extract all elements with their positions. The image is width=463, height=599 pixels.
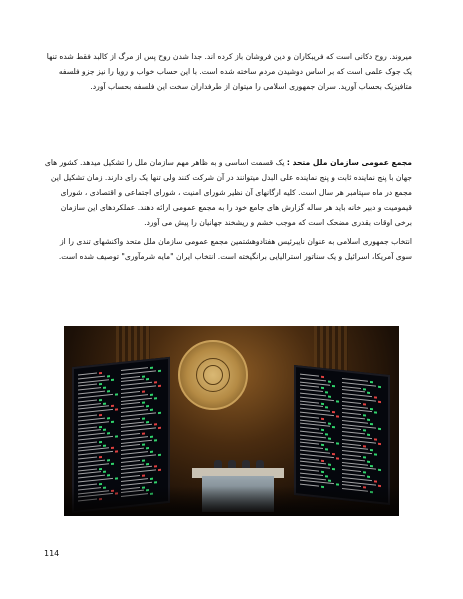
- board-entry: [78, 426, 97, 429]
- vote-indicator: [103, 387, 106, 389]
- board-entry: [342, 454, 361, 457]
- vote-indicator: [321, 444, 324, 446]
- board-entry: [342, 443, 361, 446]
- vote-indicator: [363, 430, 366, 432]
- vote-indicator: [328, 437, 331, 439]
- board-entry: [300, 469, 319, 472]
- board-entry: [78, 436, 113, 441]
- vote-indicator: [363, 388, 366, 390]
- board-entry: [121, 454, 156, 459]
- vote-indicator: [158, 427, 161, 429]
- board-entry: [121, 460, 140, 463]
- vote-indicator: [321, 387, 324, 389]
- vote-indicator: [142, 402, 145, 404]
- vote-indicator: [363, 471, 366, 473]
- vote-indicator: [142, 432, 145, 434]
- vote-indicator: [321, 402, 324, 404]
- vote-indicator: [154, 481, 157, 483]
- vote-indicator: [99, 414, 102, 416]
- board-entry: [121, 412, 156, 417]
- vote-indicator: [154, 439, 157, 441]
- board-entry: [121, 391, 140, 394]
- vote-indicator: [150, 435, 153, 437]
- vote-indicator: [146, 447, 149, 449]
- board-entry: [342, 378, 368, 382]
- board-entry: [300, 431, 323, 434]
- board-entry: [78, 421, 109, 425]
- vote-indicator: [328, 422, 331, 424]
- vote-indicator: [325, 433, 328, 435]
- board-entry: [121, 439, 152, 443]
- vote-indicator: [378, 469, 381, 471]
- vote-indicator: [158, 370, 161, 372]
- vote-indicator: [150, 393, 153, 395]
- board-entry: [78, 379, 109, 383]
- vote-indicator: [374, 438, 377, 440]
- vote-indicator: [142, 417, 145, 419]
- vote-indicator: [363, 445, 366, 447]
- vote-indicator: [332, 411, 335, 413]
- vote-indicator: [115, 451, 118, 453]
- board-entry: [300, 374, 319, 377]
- paragraph-un-general-assembly: [44, 155, 412, 230]
- board-entry: [342, 431, 365, 434]
- vote-indicator: [150, 478, 153, 480]
- vote-indicator: [367, 476, 370, 478]
- vote-indicator: [336, 442, 339, 444]
- vote-indicator: [325, 407, 328, 409]
- board-entry: [300, 385, 319, 388]
- board-entry: [78, 463, 109, 467]
- vote-indicator: [367, 434, 370, 436]
- vote-indicator: [367, 392, 370, 394]
- vote-indicator: [332, 468, 335, 470]
- board-entry: [121, 444, 140, 447]
- board-entry: [300, 400, 319, 403]
- un-emblem-globe-inner: [203, 365, 223, 385]
- vote-indicator: [370, 408, 373, 410]
- vote-indicator: [142, 375, 145, 377]
- board-entry: [78, 415, 97, 418]
- vote-indicator: [370, 423, 373, 425]
- board-entry: [78, 451, 113, 456]
- vote-indicator: [374, 480, 377, 482]
- vote-indicator: [374, 412, 377, 414]
- vote-indicator: [107, 375, 110, 377]
- vote-indicator: [370, 465, 373, 467]
- vote-indicator: [111, 462, 114, 464]
- board-entry: [121, 448, 144, 451]
- board-entry: [78, 441, 97, 444]
- board-entry: [300, 427, 319, 430]
- vote-indicator: [111, 405, 114, 407]
- vote-indicator: [370, 381, 373, 383]
- board-entry: [78, 429, 101, 432]
- board-entry: [121, 397, 152, 401]
- vote-indicator: [107, 432, 110, 434]
- vote-indicator: [142, 459, 145, 461]
- vote-indicator: [321, 376, 324, 378]
- vote-indicator: [146, 421, 149, 423]
- un-general-assembly-photo: [64, 326, 399, 516]
- board-entry: [121, 370, 156, 375]
- vote-indicator: [363, 456, 366, 458]
- floor-shadow: [64, 486, 399, 516]
- vote-indicator: [336, 415, 339, 417]
- vote-indicator: [332, 426, 335, 428]
- vote-indicator: [146, 379, 149, 381]
- vote-indicator: [154, 466, 157, 468]
- vote-indicator: [146, 405, 149, 407]
- vote-indicator: [150, 367, 153, 369]
- vote-indicator: [99, 399, 102, 401]
- vote-indicator: [328, 380, 331, 382]
- vote-indicator: [154, 424, 157, 426]
- vote-indicator: [142, 474, 145, 476]
- vote-indicator: [328, 479, 331, 481]
- paragraph-un-general-assembly-body: یک قسمت اساسی و به ظاهر مهم سازمان ملل را تشکیل میدهد. کشور های جهان با پنج نماینده ثابت و پنج نماینده علی البدل میتوانند در آن شرکت کنند ولی تنها یک رای دارند. زمان تشکیل این مجمع در ماه سپتامبر هر سال است. کلیه ارگانهای آن نظیر شورای امنیت ، شورای اجتماعی و اقتصادی ، شورای قیمومیت و دبیر خانه باید هر ساله گزارش های جامع خود را به مجمع عمومی ارائه دهند. عملکردهای این سازمان برخی اوقات بقدری مضحک است که موجب خشم و ریشخند جهانیان را پیش می آورد.: [44, 158, 412, 227]
- board-entry: [78, 394, 113, 399]
- board-entry: [300, 393, 326, 397]
- vote-indicator: [103, 444, 106, 446]
- vote-indicator: [142, 390, 145, 392]
- vote-indicator: [158, 469, 161, 471]
- voting-board-right: [294, 365, 390, 505]
- board-entry: [78, 471, 101, 474]
- vote-indicator: [115, 393, 118, 395]
- vote-indicator: [150, 409, 153, 411]
- vote-indicator: [99, 456, 102, 458]
- board-entry: [300, 442, 319, 445]
- board-entry: [342, 458, 365, 461]
- vote-indicator: [158, 454, 161, 456]
- board-entry: [78, 445, 101, 448]
- board-entry: [342, 469, 361, 472]
- vote-indicator: [367, 460, 370, 462]
- vote-indicator: [99, 372, 102, 374]
- vote-indicator: [332, 385, 335, 387]
- board-entry: [300, 404, 323, 407]
- vote-indicator: [111, 420, 114, 422]
- vote-indicator: [107, 459, 110, 461]
- board-entry: [342, 473, 365, 476]
- vote-indicator: [111, 378, 114, 380]
- vote-indicator: [325, 448, 328, 450]
- vote-indicator: [150, 451, 153, 453]
- paragraph-iran-election: انتخاب جمهوری اسلامی به عنوان نایبرئیس هفتادوهشتمین مجمع عمومی سازمان ملل متحد واکنشهای تندی را از سوی آمریکا، اسرائیل و یک سناتور استرالیایی برانگیخته است. انتخاب ایران "مایه شرمآوری" توصیف شده است.: [58, 237, 412, 261]
- vote-indicator: [154, 397, 157, 399]
- board-entry: [121, 433, 140, 436]
- vote-indicator: [103, 429, 106, 431]
- vote-indicator: [378, 386, 381, 388]
- vote-indicator: [325, 475, 328, 477]
- vote-indicator: [374, 397, 377, 399]
- vote-indicator: [103, 402, 106, 404]
- vote-indicator: [378, 427, 381, 429]
- vote-indicator: [378, 401, 381, 403]
- board-entry: [342, 389, 365, 392]
- board-entry: [121, 379, 144, 382]
- board-entry: [78, 457, 97, 460]
- vote-indicator: [111, 447, 114, 449]
- page-number: 114: [44, 549, 60, 558]
- board-entry: [121, 406, 144, 409]
- vote-indicator: [321, 471, 324, 473]
- board-entry: [121, 385, 156, 390]
- vote-indicator: [99, 425, 102, 427]
- vote-indicator: [332, 453, 335, 455]
- vote-indicator: [99, 383, 102, 385]
- vote-indicator: [107, 474, 110, 476]
- vote-indicator: [336, 400, 339, 402]
- board-entry: [121, 463, 144, 466]
- board-entry: [78, 387, 101, 390]
- vote-indicator: [99, 441, 102, 443]
- board-entry: [342, 386, 361, 389]
- vote-indicator: [378, 443, 381, 445]
- board-entry: [121, 421, 144, 424]
- vote-indicator: [367, 419, 370, 421]
- board-entry: [342, 427, 361, 430]
- board-entry: [300, 434, 326, 438]
- board-entry: [78, 399, 97, 402]
- vote-indicator: [374, 454, 377, 456]
- vote-indicator: [158, 412, 161, 414]
- vote-indicator: [115, 409, 118, 411]
- board-entry: [121, 418, 140, 421]
- vote-indicator: [99, 483, 102, 485]
- vote-indicator: [107, 390, 110, 392]
- vote-indicator: [370, 449, 373, 451]
- vote-indicator: [328, 464, 331, 466]
- board-entry: [342, 412, 361, 415]
- vote-indicator: [107, 417, 110, 419]
- board-entry: [78, 384, 97, 387]
- vote-indicator: [363, 414, 366, 416]
- vote-indicator: [158, 385, 161, 387]
- board-entry: [300, 415, 319, 418]
- board-entry: [300, 389, 323, 392]
- paragraph-soul-metaphysics: میروند. روح دکانی است که فریبکاران و دین فروشان باز کرده اند. جدا شدن روح پس از مرگ از کالبد فقط شده تنها یک جوک علمی است که بر اساس دوشیدن مردم ساخته شده است. با این حساب خواب و رویا را نیز جزو فلسفه متافیزیک بحساب آورید. سران جمهوری اسلامی را میتوان از طرفداران سخت این فلسفه بحساب آورد.: [46, 52, 412, 91]
- vote-indicator: [328, 396, 331, 398]
- board-entry: [342, 462, 368, 466]
- vote-indicator: [99, 468, 102, 470]
- board-entry: [342, 420, 368, 424]
- board-entry: [78, 478, 113, 483]
- board-entry: [121, 376, 140, 379]
- board-entry: [78, 372, 97, 375]
- board-entry: [300, 476, 326, 480]
- vote-indicator: [146, 463, 149, 465]
- vote-indicator: [321, 418, 324, 420]
- board-entry: [121, 470, 156, 475]
- board-entry: [121, 428, 156, 433]
- un-emblem: [178, 340, 248, 410]
- vote-indicator: [321, 459, 324, 461]
- vote-indicator: [142, 444, 145, 446]
- board-entry: [300, 446, 323, 449]
- vote-indicator: [325, 391, 328, 393]
- board-entry: [342, 416, 365, 419]
- board-entry: [78, 403, 101, 406]
- vote-indicator: [363, 403, 366, 405]
- board-entry: [78, 409, 113, 414]
- board-entry: [121, 402, 140, 405]
- board-entry: [342, 401, 361, 404]
- board-entry: [121, 475, 140, 478]
- vote-indicator: [154, 382, 157, 384]
- board-entry: [78, 468, 97, 471]
- term-un-general-assembly: مجمع عمومی سازمان ملل متحد :: [286, 158, 412, 167]
- vote-indicator: [321, 429, 324, 431]
- board-entry: [300, 457, 319, 460]
- vote-indicator: [115, 477, 118, 479]
- board-entry: [300, 472, 323, 475]
- vote-indicator: [336, 457, 339, 459]
- vote-indicator: [103, 471, 106, 473]
- vote-indicator: [115, 435, 118, 437]
